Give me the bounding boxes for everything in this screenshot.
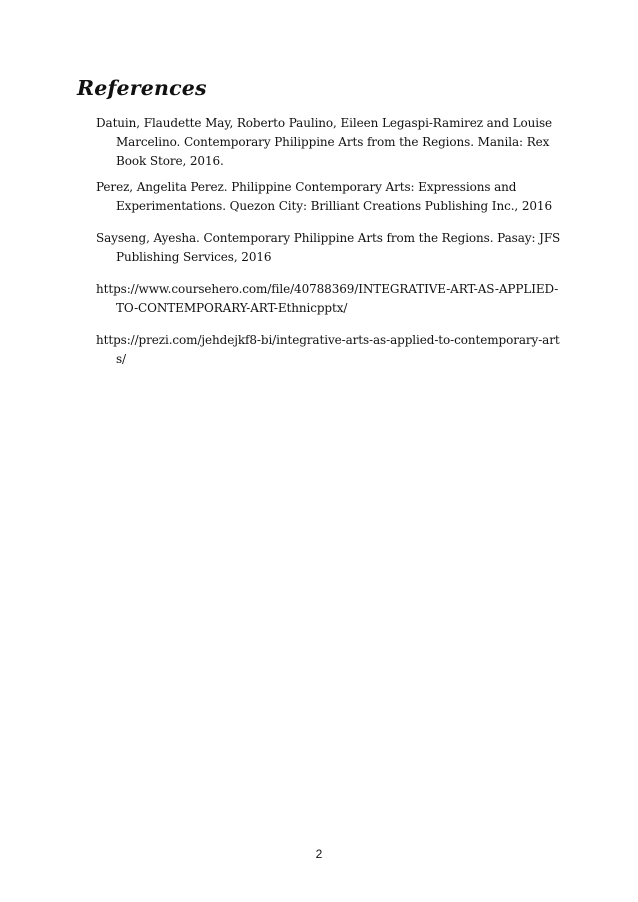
reference-item-sayseng: Sayseng, Ayesha. Contemporary Philippine Arts from the Regions. Pasay: JFS Publishing Services, 2016	[96, 231, 561, 264]
reference-link-coursehero[interactable]: https://www.coursehero.com/file/40788369/INTEGRATIVE-ART-AS-APPLIED-TO-CONTEMPORARY-ART-Ethnicpptx/	[96, 282, 559, 315]
page-number: 2	[315, 847, 323, 861]
reference-item-datuin: Datuin, Flaudette May, Roberto Paulino, Eileen Legaspi-Ramirez and Louise Marcelino. Contemporary Philippine Arts from the Regions. Manila: Rex Book Store, 2016.	[96, 116, 553, 168]
reference-link-prezi[interactable]: https://prezi.com/jehdejkf8-bi/integrative-arts-as-applied-to-contemporary-arts/	[96, 333, 560, 366]
references-heading: References	[77, 76, 207, 100]
reference-item-perez: Perez, Angelita Perez. Philippine Contemporary Arts: Expressions and Experimentations. Quezon City: Brilliant Creations Publishing Inc., 2016	[96, 180, 552, 213]
reference-list	[96, 114, 564, 369]
